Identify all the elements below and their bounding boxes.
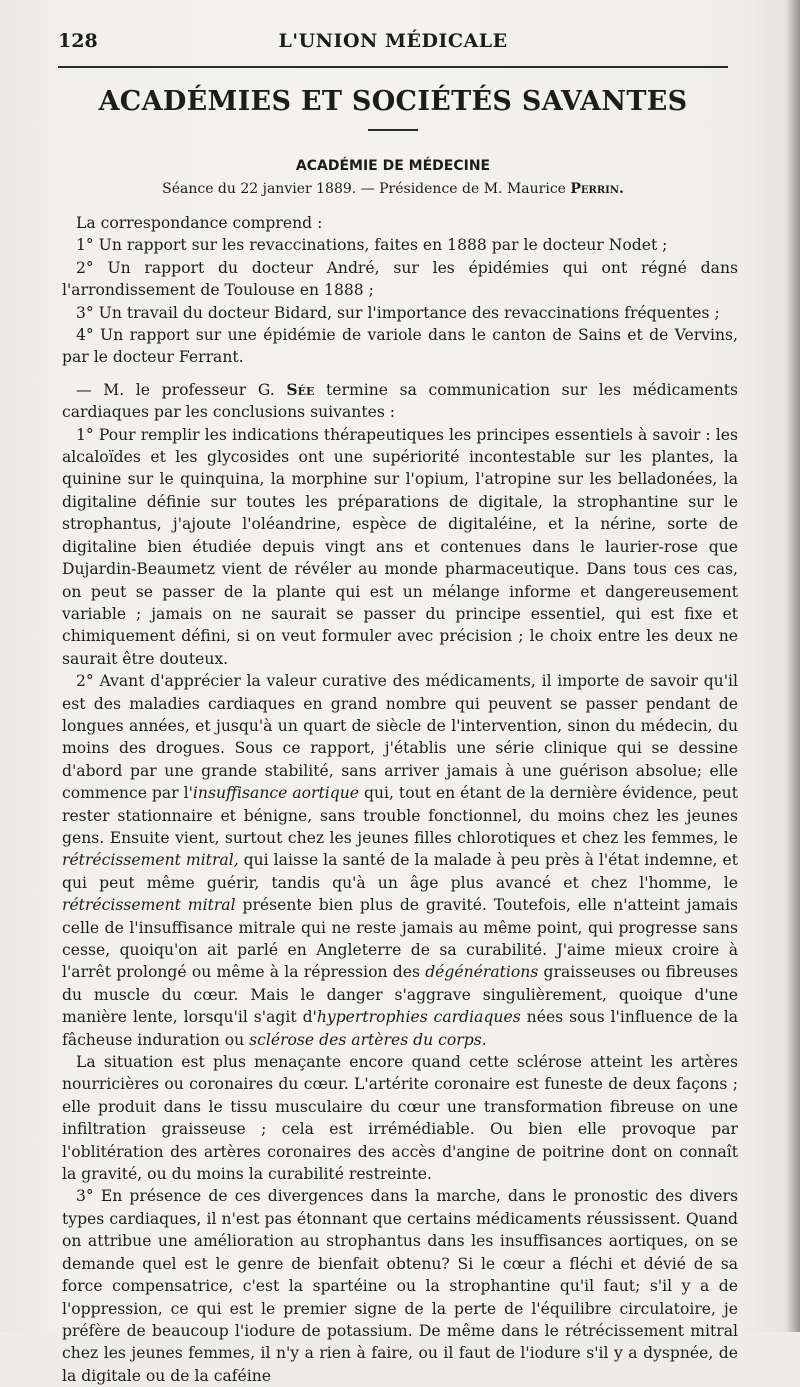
point2-text-c: qui laisse la santé de la malade à peu près à l'état indemne, et qui peut même guérir, tandis qu'à un âge plus avancé et chez l'homme, le — [62, 851, 739, 892]
point2-em-f: sclérose des artères du corps. — [249, 1030, 487, 1049]
point2-text-b: qui, tout en étant de la dernière évidence, peut rester stationnaire et bénigne, sans trouble fonctionnel, du moins chez les jeunes gens. Ensuite vient, surtout chez les jeunes filles chlorotiques et chez les femmes, le — [62, 784, 738, 847]
correspondence-intro: La correspondance comprend : — [76, 214, 323, 232]
point2-em-c: rétrécissement mitral — [62, 896, 236, 915]
conclusion-point-2-continued: La situation est plus menaçante encore quand cette sclérose atteint les artères nourricières ou coronaires du cœur. L'artérite coronaire est funeste de deux façons ; elle produit dans le tissu musculaire du cœur une transformation fibreuse on une infiltration graisseuse ; cela est irrémédiable. Ou bien elle provoque par l'oblitération des artères coronaires des accès d'angine de poitrine dont on connaît la gravité, ou du moins la curabilité restreinte. — [62, 1053, 738, 1184]
point2-text-f: nées sous l'influence de la fâcheuse induration ou — [62, 1008, 738, 1049]
header-rule — [58, 66, 728, 68]
point2-em-d: dégénérations — [425, 963, 539, 982]
point2-em-a: insuffisance aortique — [192, 784, 359, 803]
session-text: Séance du 22 janvier 1889. — Présidence de M. Maurice — [162, 181, 571, 197]
point2-text-a: 2° Avant d'apprécier la valeur curative des médicaments, il importe de savoir qu'il est des maladies cardiaques en grand nombre qui peuvent se passer pendant de longues années, et jusqu'à un quart de siècle de l'intervention, sinon du médecin, du moins des drogues. Sous ce rapport, j'établis une série clinique qui se dessine d'abord par une grande stabilité, sans arriver jamais à une guérison absolue; elle commence par l' — [62, 672, 738, 803]
communication-intro-before: — M. le professeur G. — [76, 380, 287, 399]
point2-text-e: graisseuses ou fibreuses du muscle du cœur. Mais le danger s'aggrave singulièrement, quoique d'une manière lente, lorsqu'il s'agit d' — [62, 963, 739, 1027]
page-header — [58, 26, 728, 60]
conclusion-point-3: 3° En présence de ces divergences dans la marche, dans le pronostic des divers types cardiaques, il n'est pas étonnant que certains médicaments réussissent. Quand on attribue une amélioration au strophantus dans les insuffisances aortiques, on se demande quel est le genre de bienfait obtenu? Si le cœur a fléchi et dévié de sa force compensatrice, c'est la spartéine ou la strophantine qu'il faut; s'il y a de l'oppression, ce qui est le premier signe de la perte de l'équilibre circulatoire, je préfère de beaucoup l'iodure de potassium. De même dans le rétrécissement mitral chez les jeunes femmes, il n'y a rien à faire, ou il faut de l'iodure s'il y a dyspnée, de la digitale ou de la caféine — [62, 1187, 738, 1385]
conclusion-point-2 — [62, 670, 738, 1051]
correspondence-item-1: 1° Un rapport sur les revaccinations, faites en 1888 par le docteur Nodet ; — [76, 236, 668, 255]
page-number: 128 — [58, 30, 98, 52]
conclusion-point-1: 1° Pour remplir les indications thérapeutiques les principes essentiels à savoir : les alcaloïdes et les glycosides ont une supériorité incontestable sur les plantes, la quinine sur le quinquina, la morphine sur l'opium, l'atropine sur les belladonées, la digitaline définie sur toutes les préparations de digitale, la strophantine sur le strophantus, j'ajoute l'oléandrine, espèce de digitaléine, et la nérine, sorte de digitaline bien étudiée depuis vingt ans et contenues dans le laurier-rose que Dujardin-Beaumetz vient de révéler au monde pharmaceutique. Dans tous ces cas, on peut se passer de la plante qui est un mélange informe et dangereusement variable ; jamais on ne saurait se passer du principe essentiel, qui est fixe et chimiquement défini, si on veut formuler avec précision ; le choix entre les deux ne saurait être douteux. — [62, 425, 738, 668]
communication-author: Sée — [286, 379, 315, 399]
correspondence-item-4: 4° Un rapport sur une épidémie de variole dans le canton de Sains et de Vervins, par le docteur Ferrant. — [62, 326, 738, 367]
session-president: Perrin. — [570, 181, 624, 197]
correspondence-item-3: 3° Un travail du docteur Bidard, sur l'importance des revaccinations fréquentes ; — [76, 303, 720, 322]
page-edge-shadow — [786, 0, 800, 1332]
session-line — [58, 181, 728, 197]
communication-intro — [62, 379, 738, 424]
title-divider — [368, 129, 418, 131]
point2-text-d: présente bien plus de gravité. Toutefois, elle n'atteint jamais celle de l'insuffisance mitrale qui ne reste jamais au même point, qui progresse sans cesse, quoiqu'on ait parlé en Angleterre de sa curabilité. J'aime mieux croire à l'arrêt prolongé ou même à la répression des — [62, 896, 738, 982]
running-title: L'UNION MÉDICALE — [278, 30, 508, 52]
communication-intro-after: termine sa communication sur les médicaments cardiaques par les conclusions suivantes : — [62, 380, 739, 422]
point2-em-b: rétrécissement mitral, — [62, 851, 239, 870]
correspondence-item-2: 2° Un rapport du docteur André, sur les épidémies qui ont régné dans l'arrondissement de Toulouse en 1888 ; — [62, 258, 738, 300]
article-body — [62, 212, 738, 1387]
section-title: ACADÉMIES ET SOCIÉTÉS SAVANTES — [98, 86, 688, 117]
point2-em-e: hypertrophies cardiaques — [316, 1008, 521, 1027]
subsection-title: ACADÉMIE DE MÉDECINE — [295, 158, 491, 174]
